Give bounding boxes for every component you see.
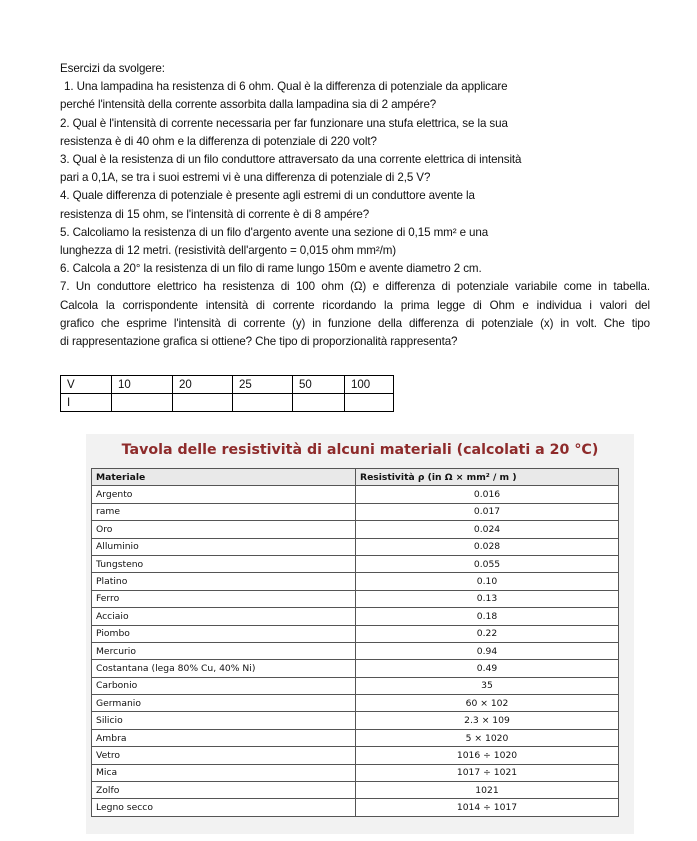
table-cell: 25 xyxy=(233,376,293,394)
table-cell: V xyxy=(61,376,112,394)
resistivity-cell: 0.94 xyxy=(356,642,619,659)
table-row xyxy=(92,747,619,764)
exercise-line: 2. Qual è l'intensità di corrente necessaria per far funzionare una stufa elettrica, se la sua xyxy=(60,116,508,130)
table-row xyxy=(92,608,619,625)
resistivity-cell: 0.055 xyxy=(356,555,619,572)
exercise-line: Calcola la corrispondente intensità di corrente ricordando la prima legge di Ohm e individua i valori del xyxy=(60,298,650,312)
resistivity-panel xyxy=(86,434,634,834)
material-cell: Piombo xyxy=(92,625,356,642)
material-cell: Vetro xyxy=(92,747,356,764)
resistivity-title: Tavola delle resistività di alcuni materiali (calcolati a 20 °C) xyxy=(121,442,599,458)
material-cell: Silicio xyxy=(92,712,356,729)
table-row xyxy=(92,799,619,816)
table-cell xyxy=(233,394,293,412)
table-row xyxy=(92,625,619,642)
material-cell: Carbonio xyxy=(92,677,356,694)
exercise-line: di rappresentazione grafica si ottiene? Che tipo di proporzionalità rappresenta? xyxy=(60,335,458,349)
exercise-line: 6. Calcola a 20° la resistenza di un filo di rame lungo 150m e avente diametro 2 cm. xyxy=(60,262,482,276)
resistivity-cell: 1016 ÷ 1020 xyxy=(356,747,619,764)
material-cell: Acciaio xyxy=(92,608,356,625)
table-cell xyxy=(112,394,173,412)
table-cell: 50 xyxy=(293,376,345,394)
resistivity-cell: 0.18 xyxy=(356,608,619,625)
table-row xyxy=(61,376,394,394)
resistivity-cell: 0.016 xyxy=(356,486,619,503)
material-cell: Costantana (lega 80% Cu, 40% Ni) xyxy=(92,660,356,677)
exercise-line: lunghezza di 12 metri. (resistività dell'argento = 0,015 ohm mm²/m) xyxy=(60,244,397,258)
table-cell xyxy=(173,394,233,412)
resistivity-cell: 0.49 xyxy=(356,660,619,677)
resistivity-cell: 0.028 xyxy=(356,538,619,555)
exercise-line: 3. Qual è la resistenza di un filo conduttore attraversato da una corrente elettrica di intensità xyxy=(60,153,522,167)
exercise-line: perché l'intensità della corrente assorbita dalla lampadina sia di 2 ampére? xyxy=(60,98,437,112)
resistivity-cell: 1014 ÷ 1017 xyxy=(356,799,619,816)
column-header: Resistività ρ (in Ω × mm² / m ) xyxy=(356,469,619,486)
table-row xyxy=(92,764,619,781)
exercise-line: 1. Una lampadina ha resistenza di 6 ohm. Qual è la differenza di potenziale da applicare xyxy=(64,80,508,94)
material-cell: Alluminio xyxy=(92,538,356,555)
exercise-line: 7. Un conduttore elettrico ha resistenza di 100 ohm (Ω) e differenza di potenziale variabile come in tabella. xyxy=(60,280,650,294)
material-cell: Oro xyxy=(92,521,356,538)
column-header: Materiale xyxy=(92,469,356,486)
material-cell: Argento xyxy=(92,486,356,503)
table-row xyxy=(92,695,619,712)
resistivity-table xyxy=(91,468,619,817)
resistivity-cell: 1021 xyxy=(356,782,619,799)
table-cell xyxy=(293,394,345,412)
resistivity-cell: 35 xyxy=(356,677,619,694)
table-row xyxy=(92,538,619,555)
material-cell: Ambra xyxy=(92,729,356,746)
resistivity-cell: 0.024 xyxy=(356,521,619,538)
table-cell: I xyxy=(61,394,112,412)
table-row xyxy=(92,555,619,572)
table-row xyxy=(92,573,619,590)
material-cell: Zolfo xyxy=(92,782,356,799)
exercise-line: 5. Calcoliamo la resistenza di un filo d'argento avente una sezione di 0,15 mm² e una xyxy=(60,225,489,239)
table-row xyxy=(92,503,619,520)
resistivity-cell: 0.017 xyxy=(356,503,619,520)
table-row xyxy=(92,677,619,694)
table-row xyxy=(92,729,619,746)
resistivity-cell: 60 × 102 xyxy=(356,695,619,712)
material-cell: Legno secco xyxy=(92,799,356,816)
material-cell: Mercurio xyxy=(92,642,356,659)
material-cell: Mica xyxy=(92,764,356,781)
resistivity-cell: 0.13 xyxy=(356,590,619,607)
exercise-line: pari a 0,1A, se tra i suoi estremi vi è una differenza di potenziale di 2,5 V? xyxy=(60,171,431,185)
table-row xyxy=(92,712,619,729)
exercise-line: resistenza di 15 ohm, se l'intensità di corrente è di 8 ampére? xyxy=(60,207,370,221)
table-row xyxy=(92,660,619,677)
exercise-text xyxy=(60,60,650,351)
resistivity-cell: 1017 ÷ 1021 xyxy=(356,764,619,781)
resistivity-cell: 0.22 xyxy=(356,625,619,642)
exercise-line: 4. Quale differenza di potenziale è presente agli estremi di un conduttore avente la xyxy=(60,189,475,203)
material-cell: rame xyxy=(92,503,356,520)
table-header-row xyxy=(92,469,619,486)
table-row xyxy=(92,590,619,607)
table-row xyxy=(92,642,619,659)
resistivity-cell: 0.10 xyxy=(356,573,619,590)
table-row xyxy=(92,782,619,799)
voltage-current-table xyxy=(60,375,394,412)
material-cell: Platino xyxy=(92,573,356,590)
exercise-line: grafico che esprime l'intensità di corrente (y) in funzione della differenza di potenziale (x) in volt. Che tipo xyxy=(60,316,650,330)
table-row xyxy=(92,486,619,503)
exercise-line: resistenza è di 40 ohm e la differenza di potenziale di 220 volt? xyxy=(60,134,377,148)
material-cell: Ferro xyxy=(92,590,356,607)
table-cell: 10 xyxy=(112,376,173,394)
exercise-heading: Esercizi da svolgere: xyxy=(60,62,165,75)
material-cell: Tungsteno xyxy=(92,555,356,572)
resistivity-cell: 5 × 1020 xyxy=(356,729,619,746)
table-row xyxy=(61,394,394,412)
table-cell xyxy=(345,394,394,412)
table-cell: 20 xyxy=(173,376,233,394)
table-row xyxy=(92,521,619,538)
resistivity-cell: 2.3 × 109 xyxy=(356,712,619,729)
material-cell: Germanio xyxy=(92,695,356,712)
table-cell: 100 xyxy=(345,376,394,394)
